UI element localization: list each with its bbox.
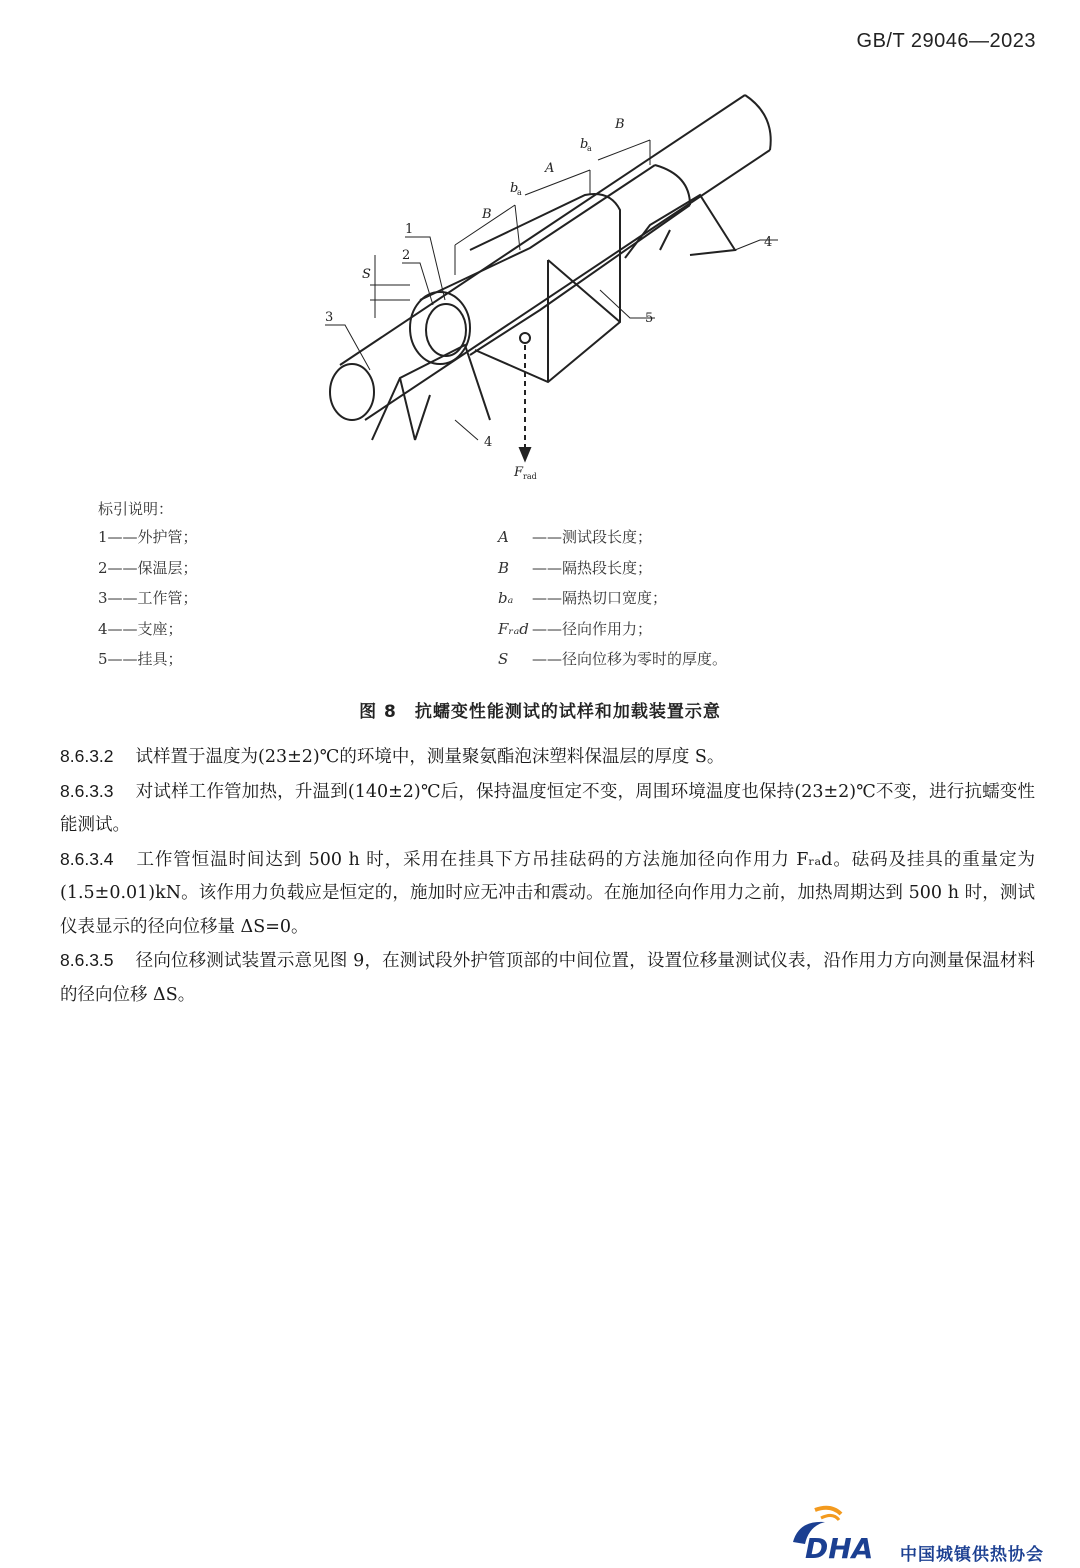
- paragraph-8-6-3-3: [60, 775, 1035, 843]
- support-left: [372, 345, 490, 440]
- paragraph-text: 对试样工作管加热，升温到(140±2)℃后，保持温度恒定不变，周围环境温度也保持(23±2)℃不变，进行抗蠕变性能测试。: [60, 781, 1035, 835]
- dim-ba1: b: [510, 181, 519, 196]
- dim-s: S: [362, 267, 371, 282]
- paragraph-text: 工作管恒温时间达到 500 h 时，采用在挂具下方吊挂砝码的方法施加径向作用力 Fᵣₐd。砝码及挂具的重量定为(1.5±0.01)kN。该作用力负载应是恒定的，施加时应无冲击和震动。在施加径向作用力之前，加热周期达到 500 h 时，测试仪表显示的径向位移量 ΔS=0。: [60, 849, 1035, 937]
- legend-item: [498, 587, 727, 618]
- legend-item: 3——工作管；: [98, 589, 198, 607]
- organization-name: 中国城镇供热协会: [900, 1545, 1044, 1565]
- logo-text: DHA: [805, 1532, 874, 1560]
- legend-item: 5——挂具；: [98, 650, 183, 668]
- figure-caption: 图 8 抗蠕变性能测试的试样和加载装置示意: [359, 702, 721, 722]
- legend-item: 2——保温层；: [98, 558, 198, 577]
- legend-title: 标引说明：: [98, 500, 174, 518]
- paragraph-text: 径向位移测试装置示意见图 9，在测试段外护管顶部的中间位置，设置位移量测试仪表，沿作用力方向测量保温材料的径向位移 ΔS。: [60, 951, 1035, 1005]
- force-label-sub: rad: [523, 472, 537, 481]
- dim-b1: B: [482, 207, 492, 222]
- legend-text: ——隔热段长度；: [532, 558, 653, 577]
- legend-symbol: S: [498, 650, 509, 668]
- clause-number: 8.6.3.3: [60, 780, 114, 801]
- legend-item: [498, 557, 727, 588]
- clause-number: 8.6.3.2: [60, 746, 114, 766]
- legend-item: [498, 618, 727, 649]
- legend-symbol: B: [498, 558, 510, 577]
- figure-8-diagram: [310, 85, 790, 490]
- legend-left: [98, 526, 198, 679]
- outer-casing: [420, 165, 690, 355]
- callout-5: 5: [645, 311, 654, 326]
- legend-item: [498, 526, 727, 557]
- legend-symbol: Fᵣₐd: [498, 619, 529, 638]
- dim-a: A: [545, 161, 555, 176]
- legend-text: ——隔热切口宽度；: [532, 589, 668, 607]
- legend-text: ——径向作用力；: [532, 619, 653, 638]
- legend-text: ——径向位移为零时的厚度。: [532, 650, 728, 668]
- callout-3: 3: [325, 310, 334, 325]
- legend-item: 4——支座；: [98, 619, 183, 638]
- callout-4-right: 4: [764, 235, 773, 250]
- legend-text: ——测试段长度；: [532, 528, 653, 546]
- paragraph-8-6-3-4: [60, 843, 1035, 945]
- legend-right: [498, 526, 727, 679]
- hanger: [470, 194, 620, 382]
- standard-code: GB/T 29046—2023: [856, 30, 1036, 52]
- legend-item: 1——外护管；: [98, 528, 198, 546]
- clause-number: 8.6.3.4: [60, 848, 114, 869]
- body-text: [60, 740, 1035, 1012]
- callout-1: 1: [405, 222, 414, 237]
- legend-item: [498, 648, 727, 679]
- paragraph-8-6-3-5: [60, 944, 1035, 1012]
- support-right: [625, 195, 735, 258]
- paragraph-8-6-3-2: [60, 740, 1035, 775]
- ba2-sub: a: [587, 144, 592, 153]
- ba1-sub: a: [517, 188, 522, 197]
- clause-number: 8.6.3.5: [60, 950, 114, 970]
- work-pipe-end: [330, 364, 374, 420]
- dim-ba2: b: [580, 137, 589, 152]
- paragraph-text: 试样置于温度为(23±2)℃的环境中，测量聚氨酯泡沫塑料保温层的厚度 S。: [135, 747, 725, 767]
- callout-2: 2: [402, 248, 411, 263]
- legend-symbol: A: [498, 528, 509, 546]
- dim-b2: B: [615, 117, 625, 132]
- callout-4-left: 4: [484, 435, 493, 450]
- force-label: F: [514, 465, 524, 480]
- legend-symbol: bₐ: [498, 589, 514, 607]
